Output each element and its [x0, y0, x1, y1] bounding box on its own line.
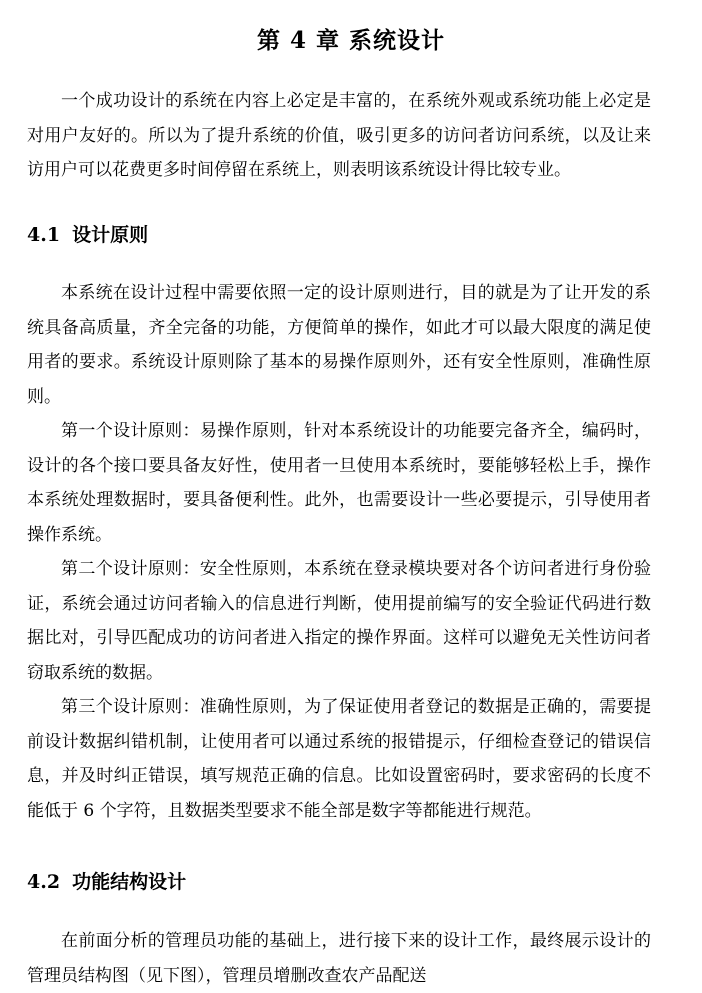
- section-4-1-paragraph-1: 本系统在设计过程中需要依照一定的设计原则进行，目的就是为了让开发的系统具备高质量，齐全完备的功能，方便简单的操作，如此才可以最大限度的满足使用者的要求。系统设计原则除了基本的易操作原则外，还有安全性原则，准确性原则。: [27, 283, 651, 407]
- section-heading-4-2: [27, 867, 186, 894]
- chapter-title: 第 4 章 系统设计: [256, 27, 446, 54]
- section-4-2-paragraph-1: 在前面分析的管理员功能的基础上，进行接下来的设计工作，最终展示设计的管理员结构图（见下图），管理员增删改查农产品配送: [27, 931, 651, 986]
- section-heading-4-1: [27, 220, 148, 247]
- section-number: 4.1: [27, 224, 61, 246]
- section-4-1-paragraph-2: 第一个设计原则：易操作原则，针对本系统设计的功能要完备齐全，编码时，设计的各个接口要具备友好性，使用者一旦使用本系统时，要能够轻松上手，操作本系统处理数据时，要具备便利性。此外，也需要设计一些必要提示，引导使用者操作系统。: [27, 421, 651, 545]
- section-number: 4.2: [27, 871, 61, 893]
- intro-paragraph: 一个成功设计的系统在内容上必定是丰富的，在系统外观或系统功能上必定是对用户友好的。所以为了提升系统的价值，吸引更多的访问者访问系统，以及让来访用户可以花费更多时间停留在系统上，则表明该系统设计得比较专业。: [27, 91, 651, 180]
- section-4-1-paragraph-4: 第三个设计原则：准确性原则，为了保证使用者登记的数据是正确的，需要提前设计数据纠错机制，让使用者可以通过系统的报错提示，仔细检查登记的错误信息，并及时纠正错误，填写规范正确的信息。比如设置密码时，要求密码的长度不能低于 6 个字符，且数据类型要求不能全部是数字等都能进行规范。: [27, 697, 651, 821]
- section-4-1-paragraph-3: 第二个设计原则：安全性原则，本系统在登录模块要对各个访问者进行身份验证，系统会通过访问者输入的信息进行判断，使用提前编写的安全验证代码进行数据比对，引导匹配成功的访问者进入指定的操作界面。这样可以避免无关性访问者窃取系统的数据。: [27, 559, 651, 683]
- section-title-text: 设计原则: [72, 224, 149, 246]
- section-title-text: 功能结构设计: [72, 871, 187, 893]
